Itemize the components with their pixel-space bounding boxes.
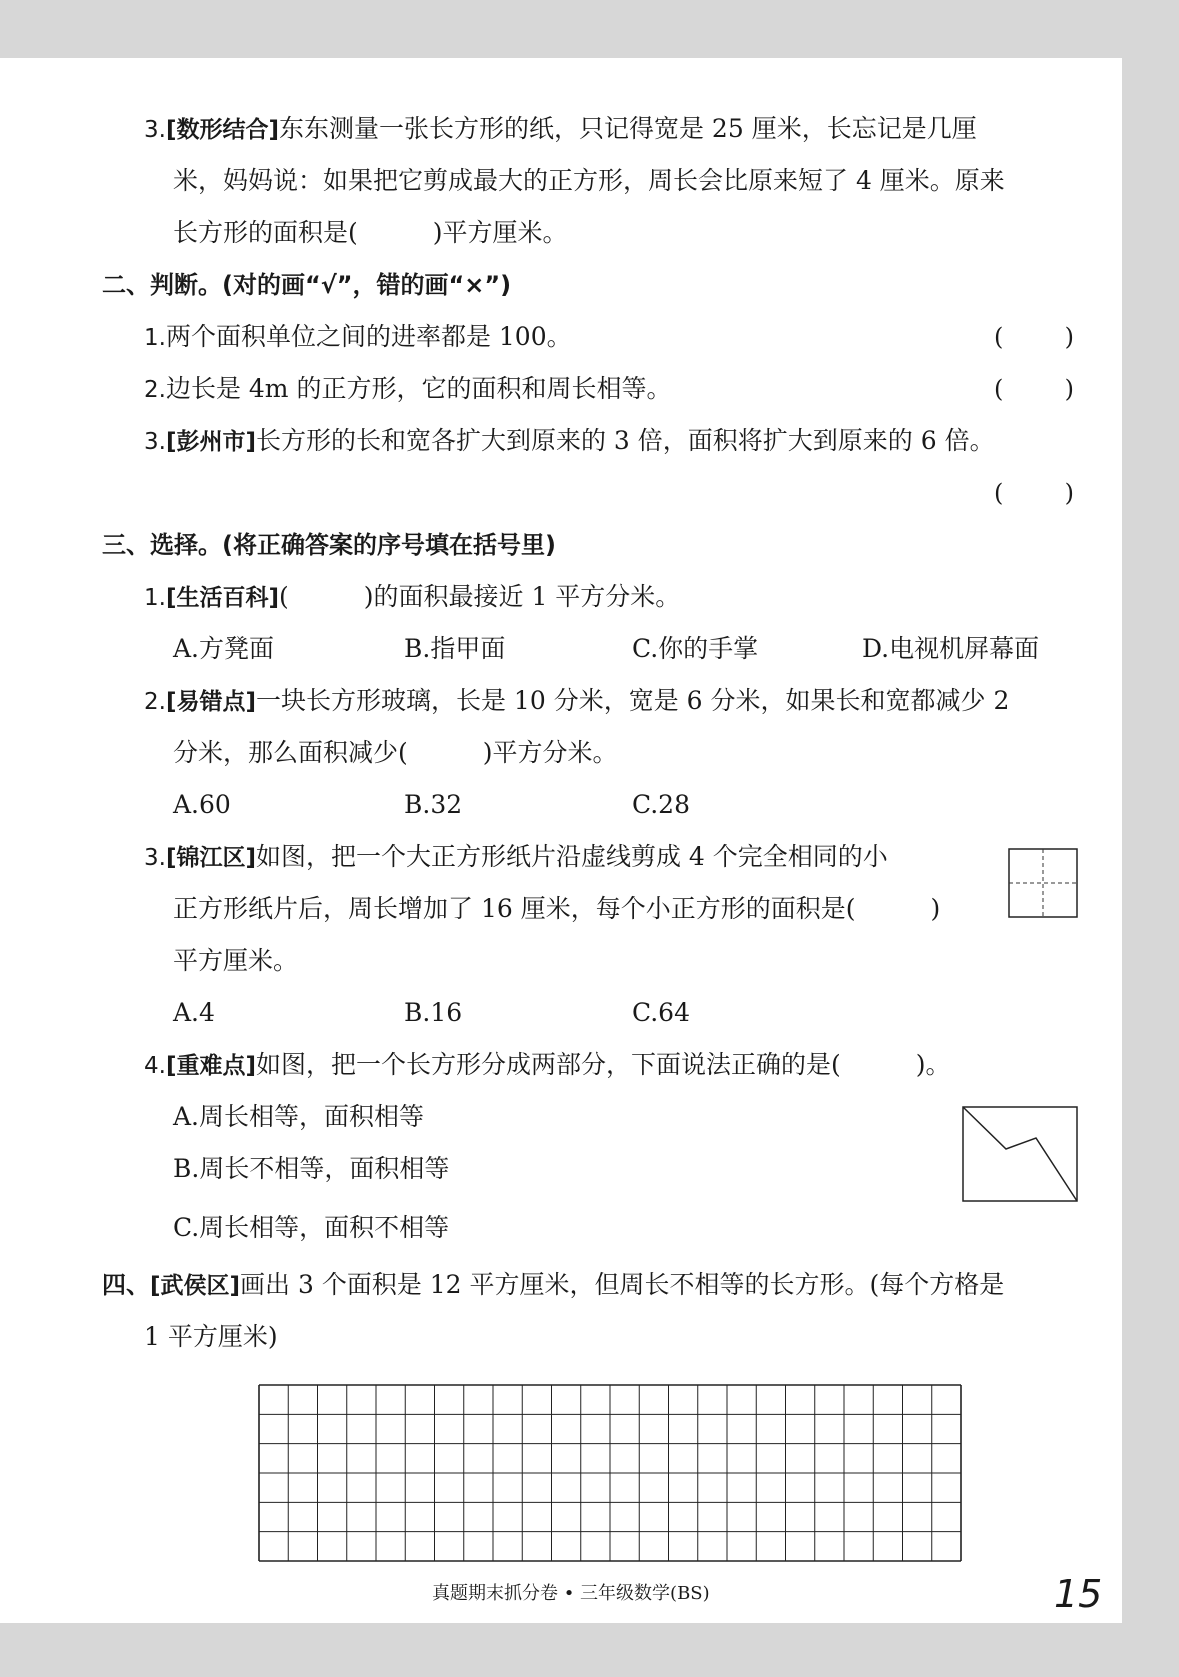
s2-item-3-answer-bracket[interactable]: ( )	[994, 479, 1074, 507]
s3-q1-option-b[interactable]: B.指甲面	[404, 634, 506, 663]
rectangle-split-figure	[962, 1106, 1078, 1202]
s3-q3-line1: 3.[锦江区]如图，把一个大正方形纸片沿虚线剪成 4 个完全相同的小	[144, 842, 888, 871]
q1-3-line1: 3.[数形结合]东东测量一张长方形的纸，只记得宽是 25 厘米，长忘记是几厘	[144, 114, 977, 143]
footer-title: 真题期末抓分卷 • 三年级数学(BS)	[432, 1583, 710, 1604]
section2-title: 二、判断。(对的画“√”，错的画“×”)	[102, 271, 512, 299]
s3-q4-option-a[interactable]: A.周长相等，面积相等	[173, 1102, 425, 1131]
drawing-grid[interactable]	[258, 1384, 962, 1562]
page-number: 15	[1054, 1572, 1103, 1616]
s3-q2-line1: 2.[易错点]一块长方形玻璃，长是 10 分米，宽是 6 分米，如果长和宽都减少 2	[144, 686, 1010, 715]
s3-q3-option-b[interactable]: B.16	[404, 998, 463, 1027]
square-cut-figure	[1008, 848, 1078, 918]
s3-q4-option-c[interactable]: C.周长相等，面积不相等	[173, 1213, 450, 1242]
s3-q4-option-b[interactable]: B.周长不相等，面积相等	[173, 1154, 450, 1183]
s3-q3-line3: 平方厘米。	[173, 946, 299, 975]
s2-item-1-answer-bracket[interactable]: ( )	[994, 323, 1074, 351]
s2-item-2: 2.边长是 4m 的正方形，它的面积和周长相等。	[144, 374, 672, 403]
s2-item-1: 1.两个面积单位之间的进率都是 100。	[144, 322, 572, 351]
s2-item-2-answer-bracket[interactable]: ( )	[994, 375, 1074, 403]
s3-q3-option-c[interactable]: C.64	[632, 998, 690, 1027]
s3-q4: 4.[重难点]如图，把一个长方形分成两部分，下面说法正确的是( )。	[144, 1050, 951, 1079]
s3-q2-option-a[interactable]: A.60	[173, 790, 231, 819]
s3-q3-option-a[interactable]: A.4	[173, 998, 215, 1027]
s3-q1-option-a[interactable]: A.方凳面	[173, 634, 275, 663]
section4-line1: 四、[武侯区]画出 3 个面积是 12 平方厘米，但周长不相等的长方形。(每个方格是	[102, 1270, 1005, 1299]
q1-3-tag: [数形结合]	[165, 117, 279, 143]
s3-q2-option-b[interactable]: B.32	[404, 790, 463, 819]
s3-q3-line2: 正方形纸片后，周长增加了 16 厘米，每个小正方形的面积是( )	[173, 894, 941, 923]
q1-3-line3: 长方形的面积是( )平方厘米。	[173, 218, 568, 247]
s3-q2-line2: 分米，那么面积减少( )平方分米。	[173, 738, 618, 767]
q1-3-line2: 米，妈妈说：如果把它剪成最大的正方形，周长会比原来短了 4 厘米。原来	[173, 166, 1005, 195]
section4-line2: 1 平方厘米)	[144, 1322, 278, 1351]
s3-q2-option-c[interactable]: C.28	[632, 790, 690, 819]
s3-q1-option-c[interactable]: C.你的手掌	[632, 634, 759, 663]
s3-q1-option-d[interactable]: D.电视机屏幕面	[862, 634, 1040, 663]
worksheet-page	[0, 58, 1122, 1623]
s2-item-3: 3.[彭州市]长方形的长和宽各扩大到原来的 3 倍，面积将扩大到原来的 6 倍。	[144, 426, 995, 455]
s3-q1: 1.[生活百科]( )的面积最接近 1 平方分米。	[144, 582, 681, 611]
section3-title: 三、选择。(将正确答案的序号填在括号里)	[102, 531, 556, 559]
